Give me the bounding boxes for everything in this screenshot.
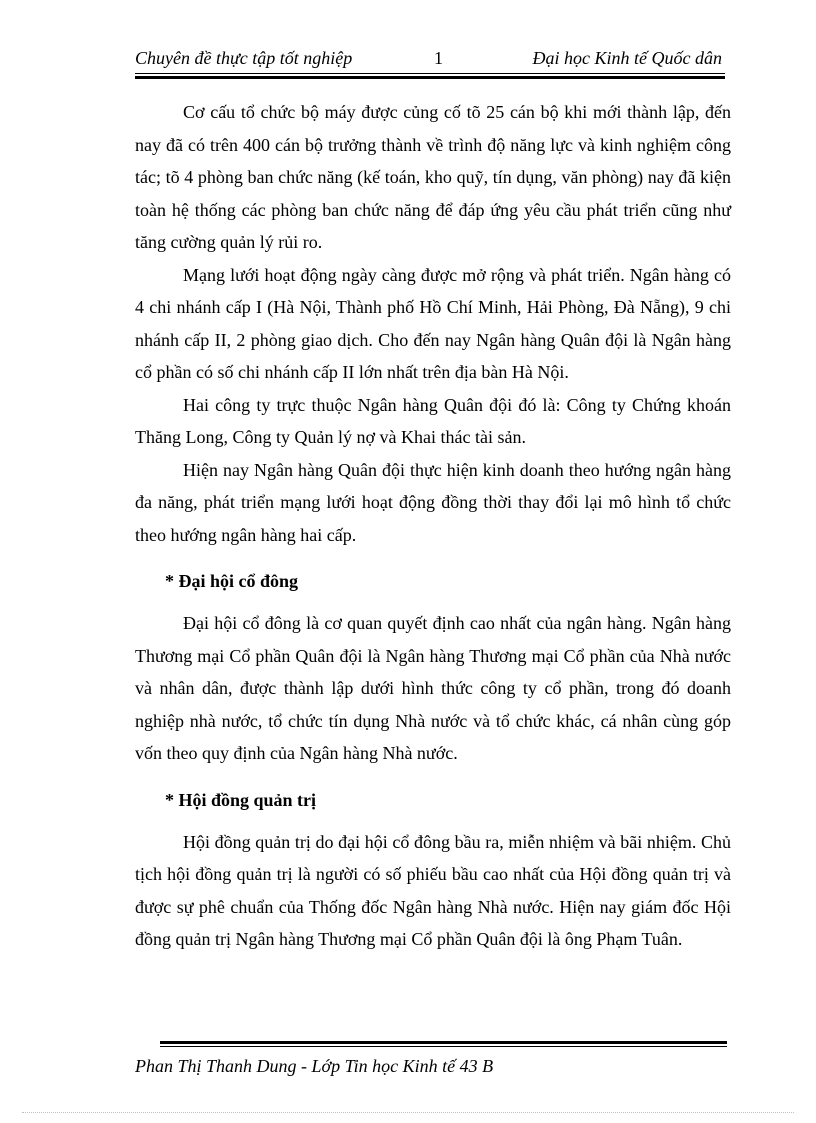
page-header xyxy=(135,46,725,74)
page-number: 1 xyxy=(434,48,443,68)
section-heading: * Đại hội cổ đông xyxy=(165,571,299,591)
paragraph: Hai công ty trực thuộc Ngân hàng Quân đội đó là: Công ty Chứng khoán Thăng Long, Công ty Quản lý nợ và Khai thác tài sản. xyxy=(135,394,731,447)
footer-rule-thick xyxy=(160,1041,727,1044)
header-rule-thick xyxy=(135,76,725,79)
section-heading: * Hội đồng quản trị xyxy=(165,789,317,810)
paragraph: Hiện nay Ngân hàng Quân đội thực hiện kinh doanh theo hướng ngân hàng đa năng, phát triển mạng lưới hoạt động đồng thời thay đổi lại mô hình tổ chức theo hướng ngân hàng hai cấp. xyxy=(135,459,731,545)
header-rule-thin xyxy=(135,73,725,74)
header-title: Chuyên đề thực tập tốt nghiệp xyxy=(135,48,353,68)
page-edge-divider xyxy=(22,1112,794,1113)
paragraph: Đại hội cổ đông là cơ quan quyết định cao nhất của ngân hàng. Ngân hàng Thương mại Cổ phần Quân đội là Ngân hàng Thương mại Cổ phần của Nhà nước và nhân dân, được thành lập dưới hình thức công ty cổ phần, trong đó doanh nghiệp nhà nước, tổ chức tín dụng Nhà nước và tổ chức khác, cá nhân cùng góp vốn theo quy định của Ngân hàng Nhà nước. xyxy=(135,613,731,763)
paragraph: Cơ cấu tổ chức bộ máy được củng cố tõ 25 cán bộ khi mới thành lập, đến nay đã có trên 400 cán bộ trưởng thành về trình độ năng lực và kinh nghiệm công tác; tõ 4 phòng ban chức năng (kế toán, kho quỹ, tín dụng, văn phòng) nay đã kiện toàn hệ thống các phòng ban chức năng để đáp ứng yêu cầu phát triển cũng như tăng cường quản lý rủi ro. xyxy=(135,102,731,252)
header-university: Đại học Kinh tế Quốc dân xyxy=(532,48,722,68)
page-footer: Phan Thị Thanh Dung - Lớp Tin học Kinh tế 43 B xyxy=(135,1056,494,1076)
paragraph: Hội đồng quản trị do đại hội cổ đông bầu ra, miễn nhiệm và bãi nhiệm. Chủ tịch hội đồng quản trị là người có số phiếu bầu cao nhất của Hội đồng quản trị và được sự phê chuẩn của Thống đốc Ngân hàng Nhà nước. Hiện nay giám đốc Hội đồng quản trị Ngân hàng Thương mại Cổ phần Quân đội là ông Phạm Tuân. xyxy=(135,831,731,949)
document-body xyxy=(135,96,731,956)
paragraph: Mạng lưới hoạt động ngày càng được mở rộng và phát triển. Ngân hàng có 4 chi nhánh cấp I (Hà Nội, Thành phố Hồ Chí Minh, Hải Phòng, Đà Nẵng), 9 chi nhánh cấp II, 2 phòng giao dịch. Cho đến nay Ngân hàng Quân đội là Ngân hàng cổ phần có số chi nhánh cấp II lớn nhất trên địa bàn Hà Nội. xyxy=(135,264,731,382)
footer-rule-thin xyxy=(160,1046,727,1047)
